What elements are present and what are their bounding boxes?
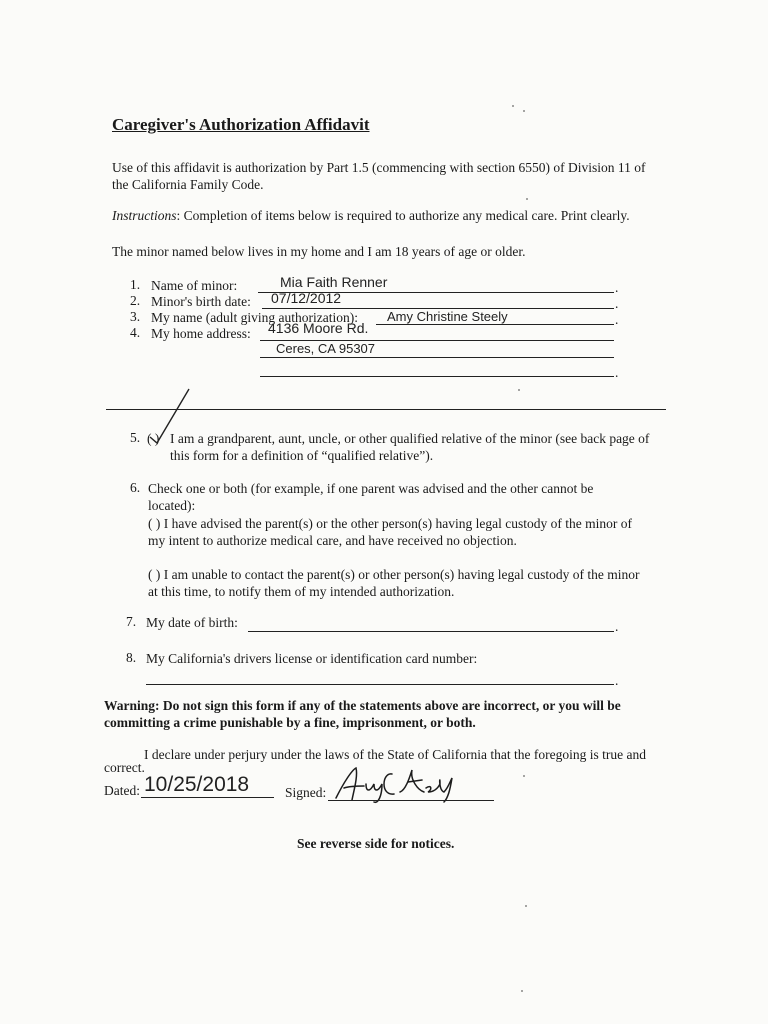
scan-speck xyxy=(526,198,528,200)
page-title: Caregiver's Authorization Affidavit xyxy=(112,115,370,134)
item-4-label: My home address: xyxy=(151,326,251,341)
item-8-period: . xyxy=(615,673,619,688)
scan-speck xyxy=(525,905,527,907)
adult-name-line xyxy=(376,324,614,325)
dated-value[interactable]: 10/25/2018 xyxy=(144,773,250,796)
home-address-line2 xyxy=(260,357,614,358)
intro-paragraph: Use of this affidavit is authorization by Part 1.5 (commencing with section 6550) of Division 11 of the California Family Code. xyxy=(112,160,646,192)
item-1-period: . xyxy=(615,280,619,295)
instructions-label: Instructions xyxy=(112,208,177,223)
license-number-line[interactable] xyxy=(146,684,614,685)
scan-speck xyxy=(512,105,514,107)
item-6-option-advised[interactable]: ( ) I have advised the parent(s) or the other person(s) having legal custody of the minor of my intent to authorize medical care, and have received no objection. xyxy=(148,516,632,548)
item-2-number: 2. xyxy=(130,293,141,308)
item-7-number: 7. xyxy=(126,614,137,629)
instructions-text: : Completion of items below is required to authorize any medical care. Print clearly. xyxy=(176,208,630,223)
item-1-number: 1. xyxy=(130,277,141,292)
item-2-period: . xyxy=(615,296,619,311)
item-5-checkbox[interactable]: ( ) xyxy=(147,431,160,446)
item-3-label: My name (adult giving authorization): xyxy=(151,310,358,325)
item-4-period: . xyxy=(615,365,619,380)
instructions xyxy=(112,207,682,224)
signed-label: Signed: xyxy=(285,785,327,800)
warning-text: Warning: Do not sign this form if any of the statements above are incorrect, or you will be committing a crime punishable by a fine, imprisonment, or both. xyxy=(104,698,621,730)
home-address-line1-value[interactable]: 4136 Moore Rd. xyxy=(268,320,369,336)
item-4-number: 4. xyxy=(130,325,141,340)
home-address-line2-value[interactable]: Ceres, CA 95307 xyxy=(276,341,376,356)
item-7-period: . xyxy=(615,619,619,634)
item-5-text xyxy=(170,430,670,464)
item-3-number: 3. xyxy=(130,309,141,324)
signature-line[interactable] xyxy=(328,800,494,801)
item-8-number: 8. xyxy=(126,650,137,665)
dated-line xyxy=(141,797,274,798)
minor-birth-date-value[interactable]: 07/12/2012 xyxy=(271,290,342,306)
minor-name-value[interactable]: Mia Faith Renner xyxy=(280,274,388,290)
item-6-text: Check one or both (for example, if one parent was advised and the other cannot be located): xyxy=(148,481,594,513)
item-3-period: . xyxy=(615,312,619,327)
item-5-statement: I am a grandparent, aunt, uncle, or other qualified relative of the minor (see back page of this form for a definition of “qualified relative”). xyxy=(170,431,650,463)
item-1-label: Name of minor: xyxy=(151,278,238,293)
date-of-birth-line[interactable] xyxy=(248,631,614,632)
dated-label: Dated: xyxy=(104,783,140,798)
scan-speck xyxy=(523,775,525,777)
item-5-number: 5. xyxy=(130,430,141,445)
item-2-label: Minor's birth date: xyxy=(151,294,251,309)
declaration-text: I declare under perjury under the laws of the State of California that the foregoing is true and correct. xyxy=(104,747,646,775)
item-7-label: My date of birth: xyxy=(146,615,238,630)
scan-speck xyxy=(523,110,525,112)
item-8-label: My California's drivers license or identification card number: xyxy=(146,651,478,666)
item-6-number: 6. xyxy=(130,480,141,495)
reverse-side-note: See reverse side for notices. xyxy=(297,836,455,851)
scan-speck xyxy=(518,389,520,391)
adult-name-value[interactable]: Amy Christine Steely xyxy=(387,309,508,324)
scan-speck xyxy=(521,990,523,992)
item-6-option-unable[interactable]: ( ) I am unable to contact the parent(s) or other person(s) having legal custody of the minor at this time, to notify them of my intended authorization. xyxy=(148,567,640,599)
minor-statement: The minor named below lives in my home and I am 18 years of age or older. xyxy=(112,244,526,259)
home-address-line3 xyxy=(260,376,614,377)
